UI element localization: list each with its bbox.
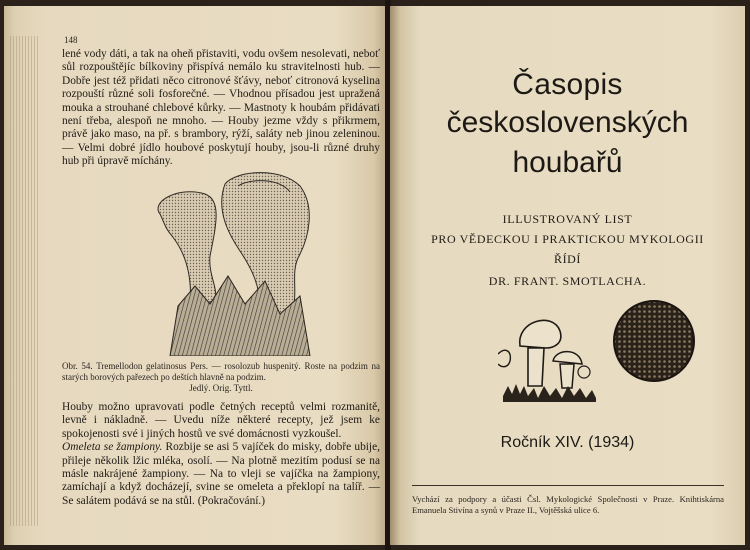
subtitle-line-2: PRO VĚDECKOU I PRAKTICKOU MYKOLOGII [431,232,704,246]
editor-name: DR. FRANT. SMOTLACHA. [488,274,647,288]
subtitle-line-3: ŘÍDÍ [553,252,582,266]
page-number: 148 [64,35,78,45]
caption-line-3: Jedlý. Orig. Tyttl. [189,383,253,393]
footer-divider [412,485,724,486]
journal-title-line-2: československých [446,106,689,139]
paragraph-recipe [62,441,380,508]
right-page [390,6,745,545]
paragraph-top-text: lené vody dáti, a tak na oheň přistaviti, vodu ovšem nesolevati, neboť sůl rozpouštějíc bílkoviny přispívá nemálo ku stravitelnosti hub. — Dobře jest též přidati něco citronové šťávy, neboť citronová kyselina rozpouští různé soli fosforečné. — Vhodnou přísadou jest upražená mouka a strouhané chlebové kůrky. — Mastnoty k houbám přidávati není třeba, alespoň ne mnoho. — Houby jezme vždy s přikrmem, právě jako maso, na př. s brambory, rýží, saláty neb jinou zeleninou. — Velmi dobré jídlo houbové poskytují houby, jsou-li různé druhy hub při úpravě míchány. [62,48,380,168]
sieve-emblem [612,299,696,383]
publisher-note: Vychází za podpory a účasti Čsl. Mykologické Společnosti v Praze. Knihtiskárna Emanuela Stivína a synů v Praze II., Vojtěšská ulice 6. [412,494,724,515]
journal-title-line-3: houbařů [512,146,623,179]
paragraph-bottom-text: Houby možno upravovati podle četných receptů velmi rozmanitě, levně i nákladně. — Uvedu níže některé recepty, jež jsem ke spokojenosti své i jiných hostů ve své domácnosti vyzkoušel. [62,401,380,440]
mushroom-illustration [150,166,320,356]
caption-line-1: Obr. 54. Tremellodon gelatinosus Pers. — rosolozub huspenitý. Roste na [62,361,338,371]
mushroom-emblem [498,306,598,406]
page-edge-shading [10,36,40,526]
paragraph-bottom [62,401,380,508]
journal-title-line-1: Časopis [512,68,623,101]
recipe-text: Rozbije se asi 5 vajíček do misky, dobře ubije, přileje několik lžic mléka, osolí. — Na plotně mezitím podusí se na másle nakrájené žampiony. — Na to vleji se vajíčka na žampiony, zamíchají a když docházejí, svine se omeleta a překlopí na talíř. — Se salátem podává se na stůl. (Pokračování.) [62,441,381,507]
subtitle-line-1: ILLUSTROVANÝ LIST [502,212,633,226]
figure-caption [62,361,380,394]
paragraph-top [62,48,380,169]
caption-line-2: podzim na starých borových pařezech po deštích hlavně na podzim. [62,361,381,382]
left-page [4,6,387,545]
volume-year: Ročník XIV. (1934) [500,434,635,451]
recipe-title: Omeleta se žampiony. [62,441,163,454]
